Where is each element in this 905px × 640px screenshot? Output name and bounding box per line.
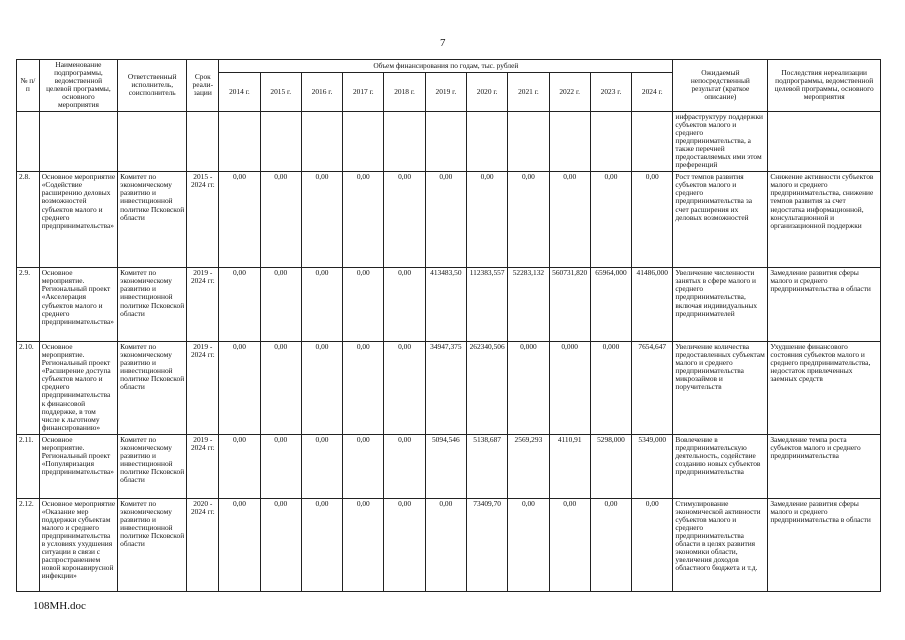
value-2024: 0,00 <box>632 172 673 268</box>
value-2015: 0,00 <box>260 341 301 434</box>
value-2019: 413483,50 <box>425 268 466 342</box>
value-2016: 0,00 <box>301 434 342 498</box>
row-consequence: Замедление темпа роста субъектов малого и среднего предпринимательства <box>768 434 881 498</box>
value-2023: 5298,000 <box>590 434 631 498</box>
row-num: 2.9. <box>17 268 40 342</box>
header-consequence: Последствия нереализации подпрограммы, ведомственной целевой программы, основного мероприятия <box>768 60 881 112</box>
value-2015: 0,00 <box>260 268 301 342</box>
header-funding: Объем финансирования по годам, тыс. рублей <box>219 60 673 73</box>
value-2022: 4110,91 <box>549 434 590 498</box>
value-2024: 0,00 <box>632 498 673 591</box>
value-2014: 0,00 <box>219 268 260 342</box>
value-2018: 0,00 <box>384 341 425 434</box>
table-row <box>17 172 881 268</box>
continuation-result: инфраструктуру поддержки субъектов малого и среднего предпринимательства, а также перечней предоставляемых ими этом преференций <box>673 111 768 172</box>
value-2023: 0,00 <box>590 172 631 268</box>
continuation-row <box>17 111 881 172</box>
value-2021: 52283,132 <box>508 268 549 342</box>
row-term: 2019 - 2024 гг. <box>187 268 219 342</box>
row-responsible: Комитет по экономическому развитию и инвестиционной политике Псковской области <box>118 268 187 342</box>
table-row <box>17 268 881 342</box>
value-2015: 0,00 <box>260 172 301 268</box>
value-2022: 0,00 <box>549 498 590 591</box>
row-term: 2019 - 2024 гг. <box>187 341 219 434</box>
row-name: Основное мероприятие. Региональный проект «Акселерация субъектов малого и среднего предпринимательства» <box>39 268 117 342</box>
value-2015: 0,00 <box>260 498 301 591</box>
row-responsible: Комитет по экономическому развитию и инвестиционной политике Псковской области <box>118 341 187 434</box>
row-result: Вовлечение в предпринимательскую деятельность, содействие созданию новых субъектов предпринимательства <box>673 434 768 498</box>
row-consequence: Снижение активности субъектов малого и среднего предпринимательства, снижение темпов развития за счет недостатка информационной, консультационной и организационной поддержки <box>768 172 881 268</box>
value-2020: 5138,687 <box>466 434 507 498</box>
year-header: 2023 г. <box>590 73 631 111</box>
row-num: 2.12. <box>17 498 40 591</box>
value-2024: 7654,647 <box>632 341 673 434</box>
value-2017: 0,00 <box>343 434 384 498</box>
value-2021: 0,00 <box>508 498 549 591</box>
value-2023: 0,00 <box>590 498 631 591</box>
value-2020: 73409,70 <box>466 498 507 591</box>
row-term: 2019 - 2024 гг. <box>187 434 219 498</box>
row-term: 2020 - 2024 гг. <box>187 498 219 591</box>
value-2024: 41486,000 <box>632 268 673 342</box>
value-2014: 0,00 <box>219 172 260 268</box>
year-header: 2016 г. <box>301 73 342 111</box>
year-header: 2022 г. <box>549 73 590 111</box>
page-number: 7 <box>440 37 446 49</box>
value-2022: 560731,820 <box>549 268 590 342</box>
row-consequence: Замедление развития сферы малого и среднего предпринимательства в области <box>768 498 881 591</box>
value-2014: 0,00 <box>219 434 260 498</box>
value-2020: 262340,506 <box>466 341 507 434</box>
year-header: 2015 г. <box>260 73 301 111</box>
row-responsible: Комитет по экономическому развитию и инвестиционной политике Псковской области <box>118 172 187 268</box>
value-2021: 0,000 <box>508 341 549 434</box>
value-2021: 0,00 <box>508 172 549 268</box>
row-name: Основное мероприятие «Содействие расширению деловых возможностей субъектов малого и среднего предпринимательства» <box>39 172 117 268</box>
table-row <box>17 341 881 434</box>
year-header: 2020 г. <box>466 73 507 111</box>
table-row <box>17 434 881 498</box>
value-2018: 0,00 <box>384 268 425 342</box>
value-2014: 0,00 <box>219 341 260 434</box>
row-result: Стимулирование экономической активности субъектов малого и среднего предпринимательства области в целях развития экономики области, увеличения доходов областного бюджета и т.д. <box>673 498 768 591</box>
value-2018: 0,00 <box>384 498 425 591</box>
value-2022: 0,00 <box>549 172 590 268</box>
row-consequence: Ухудшение финансового состояния субъектов малого и среднего предпринимательства, недостаток привлеченных заемных средств <box>768 341 881 434</box>
row-name: Основное мероприятие. Региональный проект «Расширение доступа субъектов малого и среднего предпринимательства к финансовой поддержке, в том числе к льготному финансированию» <box>39 341 117 434</box>
footer-filename: 108МН.doc <box>33 600 86 612</box>
value-2017: 0,00 <box>343 341 384 434</box>
value-2018: 0,00 <box>384 434 425 498</box>
row-num: 2.8. <box>17 172 40 268</box>
table-row <box>17 498 881 591</box>
value-2021: 2569,293 <box>508 434 549 498</box>
row-result: Рост темпов развития субъектов малого и среднего предпринимательства за счет расширения их деловых возможностей <box>673 172 768 268</box>
year-header: 2014 г. <box>219 73 260 111</box>
value-2023: 65964,000 <box>590 268 631 342</box>
value-2020: 112383,557 <box>466 268 507 342</box>
year-header: 2019 г. <box>425 73 466 111</box>
value-2019: 5094,546 <box>425 434 466 498</box>
financing-table <box>16 59 881 592</box>
value-2022: 0,000 <box>549 341 590 434</box>
value-2024: 5349,000 <box>632 434 673 498</box>
row-result: Увеличение количества предоставленных субъектам малого и среднего предпринимательства микрозаймов и поручительств <box>673 341 768 434</box>
row-num: 2.10. <box>17 341 40 434</box>
header-term: Срок реали-зации <box>187 60 219 112</box>
header-result: Ожидаемый непосредственный результат (краткое описание) <box>673 60 768 112</box>
value-2017: 0,00 <box>343 498 384 591</box>
header-name: Наименование подпрограммы, ведомственной целевой программы, основного мероприятия <box>39 60 117 112</box>
row-name: Основное мероприятие «Оказание мер поддержки субъектам малого и среднего предпринимательства в условиях ухудшения ситуации в связи с распространением новой коронавирусной инфекции» <box>39 498 117 591</box>
row-responsible: Комитет по экономическому развитию и инвестиционной политике Псковской области <box>118 498 187 591</box>
value-2023: 0,000 <box>590 341 631 434</box>
row-num: 2.11. <box>17 434 40 498</box>
value-2017: 0,00 <box>343 268 384 342</box>
value-2016: 0,00 <box>301 268 342 342</box>
header-responsible: Ответственный исполнитель, соисполнитель <box>118 60 187 112</box>
row-name: Основное мероприятие. Региональный проект «Популяризация предпринимательства» <box>39 434 117 498</box>
year-header: 2024 г. <box>632 73 673 111</box>
value-2016: 0,00 <box>301 498 342 591</box>
value-2019: 0,00 <box>425 498 466 591</box>
value-2019: 34947,375 <box>425 341 466 434</box>
value-2020: 0,00 <box>466 172 507 268</box>
row-term: 2015 - 2024 гг. <box>187 172 219 268</box>
row-result: Увеличение численности занятых в сфере малого и среднего предпринимательства, включая индивидуальных предпринимателей <box>673 268 768 342</box>
year-header: 2017 г. <box>343 73 384 111</box>
value-2015: 0,00 <box>260 434 301 498</box>
value-2014: 0,00 <box>219 498 260 591</box>
row-responsible: Комитет по экономическому развитию и инвестиционной политике Псковской области <box>118 434 187 498</box>
value-2016: 0,00 <box>301 172 342 268</box>
row-consequence: Замедление развития сферы малого и среднего предпринимательства в области <box>768 268 881 342</box>
year-header: 2021 г. <box>508 73 549 111</box>
value-2018: 0,00 <box>384 172 425 268</box>
value-2016: 0,00 <box>301 341 342 434</box>
header-num: № п/п <box>17 60 40 112</box>
year-header: 2018 г. <box>384 73 425 111</box>
value-2019: 0,00 <box>425 172 466 268</box>
value-2017: 0,00 <box>343 172 384 268</box>
